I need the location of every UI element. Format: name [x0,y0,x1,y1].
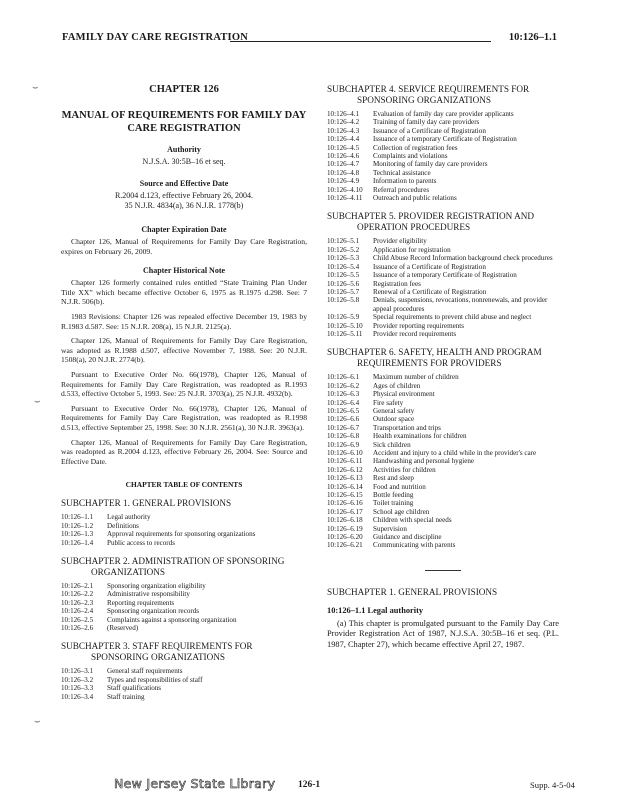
source-heading: Source and Effective Date [139,179,229,188]
toc-row [327,330,559,338]
toc-section-number: 10:126–3.1 [61,667,94,676]
subchapter-heading-line-1: SUBCHAPTER 1. GENERAL PROVISIONS [61,498,232,509]
margin-mark-1: ⌣ [32,82,39,93]
subchapter-heading-line-1: SUBCHAPTER 3. STAFF REQUIREMENTS FOR [61,641,253,652]
subchapter-heading [327,211,559,233]
page-number: 126-1 [298,780,321,790]
toc-section-title: Provider eligibility [373,237,427,246]
toc-row [327,525,559,533]
toc-section-number: 10:126–6.19 [327,524,363,533]
toc-row [61,599,307,607]
subchapter-heading-line-2: SPONSORING ORGANIZATIONS [91,652,225,663]
toc-row [327,169,559,177]
toc-section-title: Transportation and trips [373,423,441,432]
toc-row [327,246,559,254]
toc-section-number: 10:126–2.3 [61,598,94,607]
history-paragraph: Pursuant to Executive Order No. 66(1978), Chapter 126, Manual of Requirements for Family Day Care Registration, was readopted as R.1993 d.533, effective October 5, 1993. See: 25 N.J.R. 3703(a), 25 N.J.R. 4932(b). [61,369,307,399]
authority-heading: Authority [167,145,201,154]
header-rule [230,41,491,42]
toc-list [61,513,307,547]
toc-row [327,449,559,457]
subchapter-heading-line-1: SUBCHAPTER 2. ADMINISTRATION OF SPONSORING [61,555,285,566]
subchapter-heading-line-1: SUBCHAPTER 4. SERVICE REQUIREMENTS FOR [327,84,530,94]
toc-section-title: Physical environment [373,390,435,399]
toc-section-number: 10:126–6.4 [327,398,360,407]
toc-row [327,441,559,449]
toc-section-title: Training of family day care providers [373,118,480,127]
toc-section-title: Bottle feeding [373,491,414,500]
running-header [62,32,557,46]
subchapter-heading [327,347,559,369]
margin-mark-2: ⌣ [34,396,41,407]
toc-list [327,373,559,550]
toc-section-title: Issuance of a temporary Certificate of Registration [373,135,517,144]
right-column [327,84,559,650]
toc-section-title: Reporting requirements [107,598,175,607]
toc-row [61,616,307,624]
left-toc [61,498,307,701]
toc-row [327,483,559,491]
header-section-number: 10:126–1.1 [508,32,557,43]
toc-section-number: 10:126–6.14 [327,482,363,491]
toc-row [327,491,559,499]
toc-row [61,539,307,547]
toc-section-title: Accident and injury to a child while in the provider's care [373,449,537,457]
toc-section-title: Issuance of a temporary Certificate of Registration [373,271,517,280]
subchapter-heading [61,498,307,509]
toc-section-title: Guidance and discipline [373,533,442,542]
toc-row [327,177,559,185]
toc-section-number: 10:126–5.4 [327,262,360,271]
toc-section-title: Outdoor space [373,415,415,424]
toc-section-number: 10:126–6.18 [327,516,363,525]
toc-section-title: Issuance of a Certificate of Registration [373,126,486,135]
toc-section-title: Provider record requirements [373,329,457,338]
toc-section-number: 10:126–6.7 [327,423,360,432]
toc-section-number: 10:126–5.8 [327,296,360,305]
toc-section-number: 10:126–4.1 [327,110,360,118]
toc-section-number: 10:126–6.13 [327,474,363,483]
toc-row [327,373,559,381]
toc-section-number: 10:126–6.1 [327,373,360,382]
toc-section-number: 10:126–4.7 [327,160,360,169]
toc-section-number: 10:126–5.5 [327,271,360,280]
toc-section-number: 10:126–4.2 [327,118,360,127]
toc-row [327,144,559,152]
toc-section-title: Ages of children [373,381,421,390]
toc-section-title: Definitions [107,521,139,530]
toc-section-number: 10:126–6.8 [327,432,360,441]
toc-section-title: Collection of registration fees [373,143,458,152]
toc-row [327,296,559,313]
source-line-2: 35 N.J.R. 4834(a), 36 N.J.R. 1778(b) [124,201,244,210]
toc-row [327,127,559,135]
toc-section-number: 10:126–6.20 [327,533,363,542]
toc-section-number: 10:126–5.10 [327,321,363,330]
toc-section-number: 10:126–6.9 [327,440,360,449]
toc-section-title: Legal authority [107,513,151,522]
toc-section-title: Maximum number of children [373,373,459,382]
toc-row [327,382,559,390]
library-watermark: New Jersey State Library [114,776,276,791]
toc-row [61,522,307,530]
toc-row [61,693,307,701]
toc-row [327,271,559,279]
toc-section-number: 10:126–5.3 [327,254,360,263]
subchapter-heading-line-1: SUBCHAPTER 5. PROVIDER REGISTRATION AND [327,211,534,222]
toc-row [327,474,559,482]
toc-section-title: Administrative responsibility [107,590,190,599]
toc-section-title: Staff training [107,692,145,701]
toc-section-number: 10:126–3.3 [61,684,94,693]
toc-section-number: 10:126–4.8 [327,168,360,177]
toc-section-number: 10:126–4.6 [327,152,360,161]
subchapter-heading [61,641,307,663]
toc-section-title: Staff qualifications [107,684,162,693]
chapter-number: CHAPTER 126 [149,84,219,95]
toc-section-number: 10:126–4.10 [327,185,363,194]
toc-section-number: 10:126–6.17 [327,507,363,516]
toc-section-title: Child Abuse Record Information background check procedures [373,254,553,263]
toc-section-title: Supervision [373,524,407,533]
left-column [61,84,307,701]
right-toc [327,84,559,550]
toc-row [327,424,559,432]
toc-section-number: 10:126–2.1 [61,581,94,590]
history-paragraph: Chapter 126, Manual of Requirements for Family Day Care Registration, was readopted as R.2004 d.123, effective February 26, 2004. See: Source and Effective Date. [61,437,307,466]
toc-row [61,582,307,590]
toc-section-title: Issuance of a Certificate of Registration [373,262,486,271]
toc-section-number: 10:126–6.12 [327,465,363,474]
toc-section-number: 10:126–1.4 [61,538,94,547]
toc-row [327,508,559,516]
toc-section-title: Fire safety [373,398,404,407]
subchapter-heading-line-2: ORGANIZATIONS [91,566,166,577]
toc-section-title: Special requirements to prevent child abuse and neglect [373,313,532,322]
toc-section-number: 10:126–5.7 [327,287,360,296]
toc-section-number: 10:126–4.4 [327,135,360,144]
toc-section-title: Handwashing and personal hygiene [373,457,475,466]
toc-section-number: 10:126–4.5 [327,143,360,152]
toc-row [327,263,559,271]
history-paragraph: Chapter 126, Manual of Requirements for Family Day Care Registration, was adopted as R.1988 d.507, effective November 7, 1988. See: 20 N.J.R. 1508(a), 20 N.J.R. 2774(b). [61,336,307,365]
toc-section-number: 10:126–6.16 [327,499,363,508]
section-divider [425,570,461,571]
toc-row [327,432,559,440]
toc-section-number: 10:126–1.1 [61,513,94,522]
margin-mark-3: ⌣ [34,716,41,727]
toc-row [61,530,307,538]
expiration-heading: Chapter Expiration Date [141,225,227,234]
toc-section-number: 10:126–6.5 [327,406,360,415]
toc-section-number: 10:126–5.2 [327,245,360,254]
toc-section-title: Complaints against a sponsoring organization [107,615,237,624]
toc-row [327,390,559,398]
history-paragraphs [61,278,307,466]
toc-section-title: Application for registration [373,245,451,254]
toc-row [61,667,307,675]
toc-section-title: Sponsoring organization records [107,607,200,616]
toc-section-number: 10:126–4.11 [327,194,363,203]
toc-row [327,313,559,321]
toc-row [327,457,559,465]
toc-section-title: Activities for children [373,465,436,474]
toc-section-title: Public access to records [107,538,175,547]
toc-section-title: Food and nutrition [373,482,426,491]
toc-section-title: Outreach and public relations [373,194,457,203]
toc-row [61,607,307,615]
toc-row [327,399,559,407]
toc-list [327,237,559,338]
subchapter-heading [327,84,559,106]
toc-section-number: 10:126–2.2 [61,590,94,599]
subchapter-1-heading: SUBCHAPTER 1. GENERAL PROVISIONS [327,586,498,597]
toc-section-title: Toilet training [373,499,414,508]
toc-row [61,676,307,684]
toc-row [327,466,559,474]
toc-row [327,541,559,549]
toc-section-title: Registration fees [373,279,421,288]
toc-section-number: 10:126–6.2 [327,381,360,390]
toc-section-number: 10:126–2.4 [61,607,94,616]
toc-section-number: 10:126–4.3 [327,126,360,135]
toc-section-title: Rest and sleep [373,474,414,483]
toc-row [327,322,559,330]
toc-section-title: Children with special needs [373,516,452,525]
toc-row [327,118,559,126]
toc-section-title: Technical assistance [373,168,431,177]
subchapter-heading-line-2: OPERATION PROCEDURES [357,222,471,233]
toc-row [327,516,559,524]
toc-section-number: 10:126–6.10 [327,449,363,457]
toc-row [327,533,559,541]
toc-section-title: Sick children [373,440,411,449]
toc-section-number: 10:126–1.3 [61,530,94,539]
toc-list [327,110,559,202]
toc-section-number: 10:126–1.2 [61,521,94,530]
toc-section-title: Evaluation of family day care provider applicants [373,110,514,118]
toc-row [327,152,559,160]
toc-row [327,415,559,423]
subchapter-heading-line-2: REQUIREMENTS FOR PROVIDERS [357,358,502,369]
authority-text: N.J.S.A. 30:5B–16 et seq. [142,157,226,166]
toc-section-number: 10:126–2.6 [61,623,94,632]
toc-section-title: Denials, suspensions, revocations, nonrenewals, and provider appeal procedures [373,296,548,313]
toc-heading: CHAPTER TABLE OF CONTENTS [125,480,243,490]
toc-row [327,186,559,194]
toc-row [327,254,559,262]
history-heading: Chapter Historical Note [142,266,226,276]
toc-section-title: Complaints and violations [373,152,448,161]
subchapter-heading-line-1: SUBCHAPTER 6. SAFETY, HEALTH AND PROGRAM [327,347,542,358]
toc-row [61,513,307,521]
toc-section-title: Information to parents [373,177,437,186]
toc-section-number: 10:126–6.6 [327,415,360,424]
supplement-date: Supp. 4-5-04 [530,780,575,790]
toc-section-title: Communicating with parents [373,541,456,550]
toc-list [61,582,307,632]
section-body: (a) This chapter is promulgated pursuant to the Family Day Care Provider Registration Act of 1987, N.J.S.A. 30:5B–16 et seq. (P.L. 1987, Chapter 27), which became effective April 27, 1987. [327,618,559,649]
toc-row [327,407,559,415]
toc-section-title: Health examinations for children [373,432,467,441]
toc-section-title: Approval requirements for sponsoring organizations [107,530,256,539]
toc-section-number: 10:126–5.1 [327,237,360,246]
history-paragraph: 1983 Revisions: Chapter 126 was repealed effective December 19, 1983 by R.1983 d.587. See: 15 N.J.R. 208(a), 15 N.J.R. 2125(a). [61,311,307,331]
header-title: FAMILY DAY CARE REGISTRATION [62,32,248,43]
chapter-title: MANUAL OF REQUIREMENTS FOR FAMILY DAY CARE REGISTRATION [61,110,307,134]
toc-row [327,237,559,245]
toc-section-title: General staff requirements [107,667,183,676]
history-paragraph: Chapter 126 formerly contained rules entitled “State Training Plan Under Title XX” which became effective October 6, 1975 as R.1975 d.298. See: 7 N.J.R. 506(b). [61,278,307,307]
toc-row [327,280,559,288]
toc-section-number: 10:126–5.9 [327,313,360,322]
toc-section-number: 10:126–4.9 [327,177,360,186]
toc-section-number: 10:126–6.21 [327,541,363,550]
toc-row [327,135,559,143]
toc-section-title: Renewal of a Certificate of Registration [373,287,487,296]
subchapter-heading-line-2: SPONSORING ORGANIZATIONS [357,95,491,105]
toc-row [61,590,307,598]
toc-section-number: 10:126–5.11 [327,329,363,338]
toc-section-title: Types and responsibilities of staff [107,675,203,684]
toc-section-number: 10:126–2.5 [61,615,94,624]
expiration-text: Chapter 126, Manual of Requirements for Family Day Care Registration, expires on February 26, 2009. [61,237,307,256]
source-line-1: R.2004 d.123, effective February 26, 2004. [114,191,254,200]
history-paragraph: Pursuant to Executive Order No. 66(1978), Chapter 126, Manual of Requirements for Family Day Care Registration, was readopted as R.1998 d.513, effective September 25, 1998. See: 30 N.J.R. 2561(a), 30 N.J.R. 3963(a). [61,403,307,432]
toc-row [327,288,559,296]
toc-section-number: 10:126–6.3 [327,390,360,399]
toc-list [61,667,307,701]
toc-row [327,110,559,118]
toc-section-title: Sponsoring organization eligibility [107,581,206,590]
toc-section-title: School age children [373,507,430,516]
toc-section-title: (Reserved) [107,623,139,632]
toc-row [61,684,307,692]
toc-row [327,499,559,507]
toc-section-title: Monitoring of family day care providers [373,160,488,169]
section-heading: 10:126–1.1 Legal authority [327,605,424,615]
toc-section-number: 10:126–5.6 [327,279,360,288]
toc-section-number: 10:126–6.15 [327,491,363,500]
toc-section-title: General safety [373,406,415,415]
toc-row [327,160,559,168]
toc-section-number: 10:126–3.2 [61,675,94,684]
toc-section-title: Provider reporting requirements [373,321,465,330]
toc-row [327,194,559,202]
subchapter-heading [61,556,307,578]
toc-section-number: 10:126–3.4 [61,692,94,701]
toc-section-number: 10:126–6.11 [327,457,363,466]
toc-section-title: Referral procedures [373,185,430,194]
toc-row [61,624,307,632]
